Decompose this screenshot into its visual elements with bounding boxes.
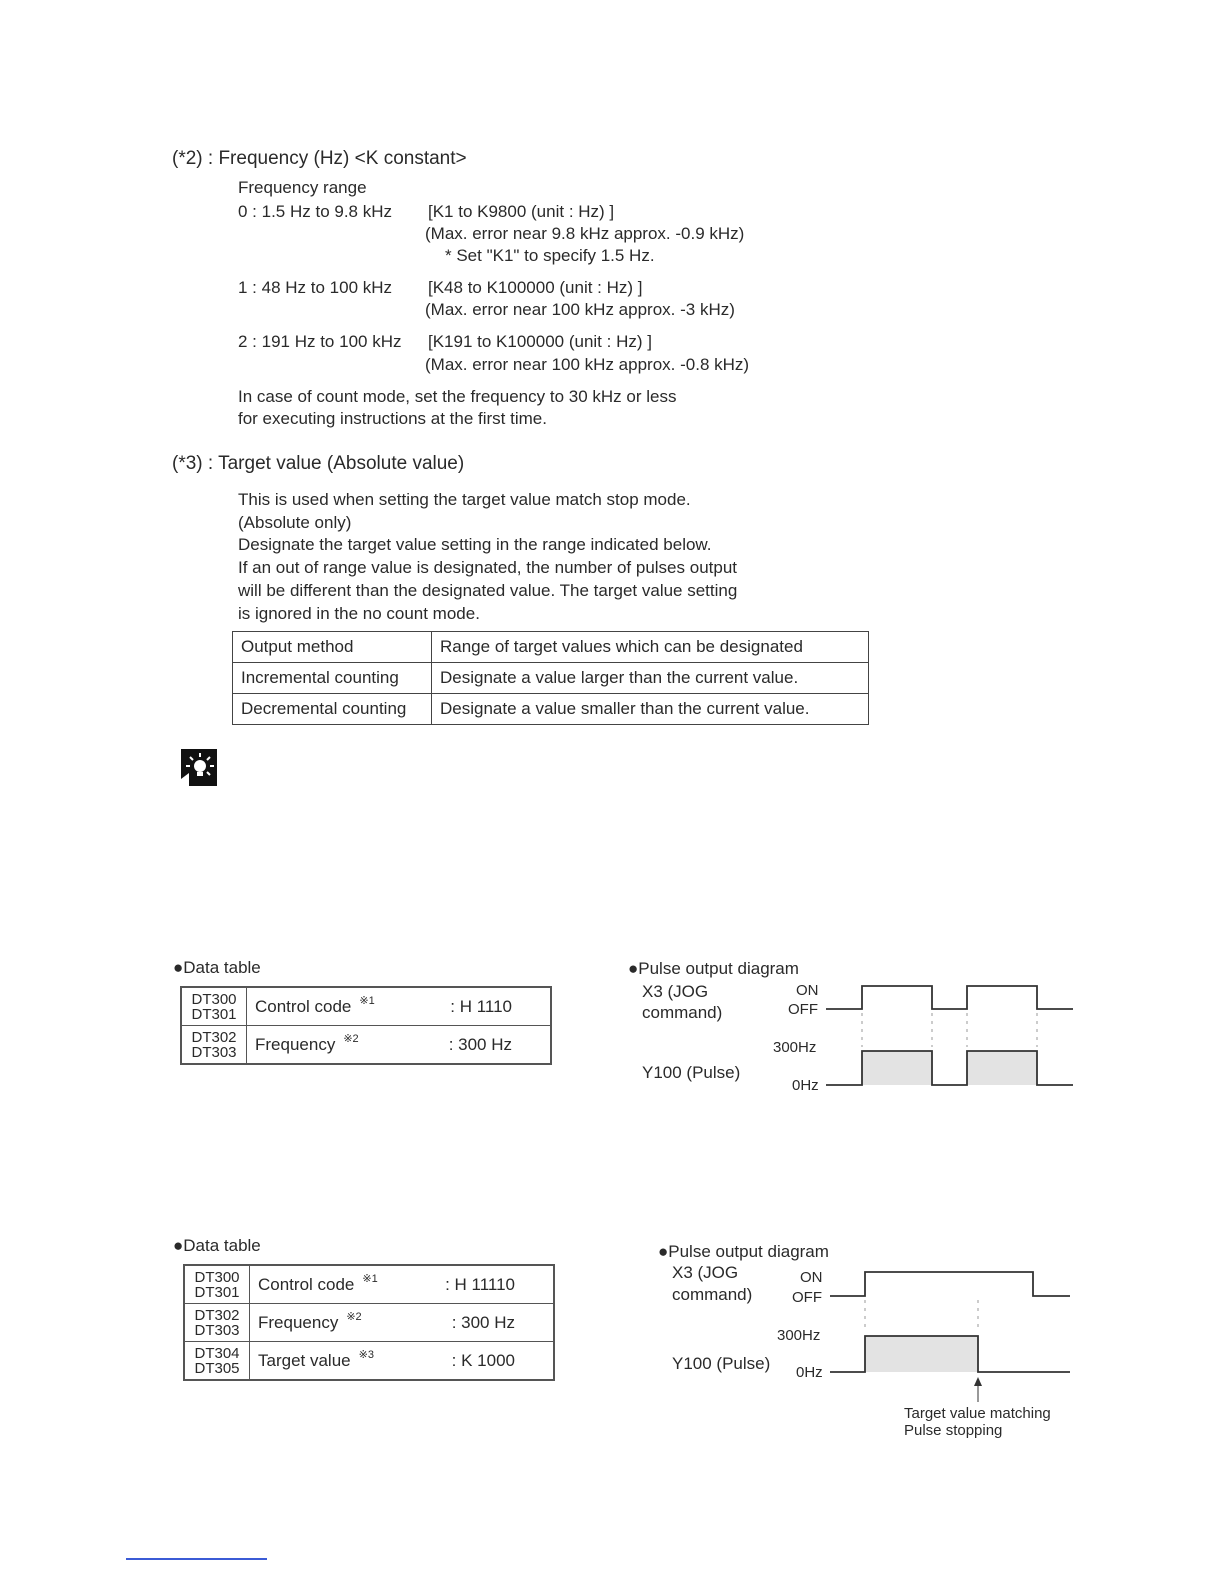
freq-high-label: 300Hz [773,1039,817,1056]
jog-waveform [830,1272,1070,1296]
target-line: This is used when setting the target value match stop mode. [238,490,691,509]
lightbulb-hint-icon [181,749,217,786]
target-line: Designate the target value setting in the range indicated below. [238,535,712,555]
freq-low-label: 0Hz [796,1364,823,1381]
range-0-error: (Max. error near 9.8 kHz approx. -0.9 kHz) [425,224,745,243]
table-cell: Designate a value larger than the current value. [432,663,869,694]
table-cell: Designate a value smaller than the current value. [432,694,869,725]
range-0-values: [K1 to K9800 (unit : Hz) ] [428,202,615,221]
setting-cell: Frequency $^{※2}$ : 300 Hz [250,1304,555,1342]
table-row [184,1342,554,1381]
table-row [184,1304,554,1342]
table-header-row [233,632,869,663]
pulse-fill [862,1051,932,1085]
range-2-error: (Max. error near 100 kHz approx. -0.8 kHz) [425,355,750,374]
table-header-cell: Output method [233,632,432,663]
table-row [181,1026,551,1065]
target-description [238,489,737,625]
table-row [181,987,551,1026]
off-label: OFF [792,1289,822,1306]
frequency-range-title: Frequency range [238,178,367,197]
example1-data-table [180,986,552,1065]
example1-pulse-diagram [620,955,1080,1095]
setting-cell: Control code $^{※1}$ : H 1110 [247,987,552,1026]
frequency-heading: (*2) : Frequency (Hz) <K constant> [172,148,467,169]
range-2-values: [K191 to K100000 (unit : Hz) ] [428,332,652,351]
range-0-label: 0 : 1.5 Hz to 9.8 kHz [238,202,393,221]
table-row [184,1265,554,1304]
register-cell: DT300 DT301 [184,1265,250,1304]
off-label: OFF [788,1001,818,1018]
range-1-error: (Max. error near 100 kHz approx. -3 kHz) [425,300,735,319]
diagram-title: ●Pulse output diagram [628,959,799,978]
target-heading: (*3) : Target value (Absolute value) [172,453,465,474]
on-label: ON [796,982,819,999]
example2-data-table [183,1264,555,1381]
range-1-label: 1 : 48 Hz to 100 kHz [238,278,393,297]
setting-cell: Control code $^{※1}$ : H 11110 [250,1265,555,1304]
jog-label-line2: command) [672,1285,753,1304]
example1-table-title: ●Data table [173,958,261,977]
pulse-fill [967,1051,1037,1085]
example2-pulse-diagram [650,1238,1080,1443]
table-cell: Incremental counting [233,663,432,694]
annotation-line2: Pulse stopping [904,1422,1003,1439]
freq-low-label: 0Hz [792,1077,819,1094]
timing-guides [862,1013,1037,1047]
diagram-title: ●Pulse output diagram [658,1242,829,1261]
setting-cell: Frequency $^{※2}$ : 300 Hz [247,1026,552,1065]
footer-link-underline[interactable] [126,1558,267,1560]
target-range-table [232,631,869,725]
target-line: (Absolute only) [238,512,352,532]
jog-waveform [826,986,1073,1009]
pulse-label: Y100 (Pulse) [672,1354,771,1373]
setting-cell: Target value $^{※3}$ : K 1000 [250,1342,555,1381]
table-row [233,694,869,725]
table-header-cell: Range of target values which can be designated [432,632,869,663]
target-line: is ignored in the no count mode. [238,603,480,623]
count-mode-note-2: for executing instructions at the first time. [238,409,547,428]
register-cell: DT300 DT301 [181,987,247,1026]
annotation-line1: Target value matching [904,1405,1051,1422]
table-row [233,663,869,694]
target-line: will be different than the designated value. The target value setting [238,580,738,600]
pulse-fill [865,1336,978,1372]
timing-guides [865,1300,978,1332]
target-arrow-head [974,1377,982,1386]
jog-label-line2: command) [642,1003,723,1022]
register-cell: DT304 DT305 [184,1342,250,1381]
target-line: If an out of range value is designated, the number of pulses output [238,558,738,578]
range-0-note: * Set "K1" to specify 1.5 Hz. [445,246,655,265]
range-2-label: 2 : 191 Hz to 100 kHz [238,332,402,351]
freq-high-label: 300Hz [777,1327,821,1344]
jog-label-line1: X3 (JOG [642,982,709,1001]
register-cell: DT302 DT303 [181,1026,247,1065]
table-cell: Decremental counting [233,694,432,725]
count-mode-note-1: In case of count mode, set the frequency to 30 kHz or less [238,387,677,406]
jog-label-line1: X3 (JOG [672,1263,739,1282]
example2-table-title: ●Data table [173,1236,261,1255]
pulse-label: Y100 (Pulse) [642,1063,741,1082]
register-cell: DT302 DT303 [184,1304,250,1342]
range-1-values: [K48 to K100000 (unit : Hz) ] [428,278,643,297]
on-label: ON [800,1269,823,1286]
